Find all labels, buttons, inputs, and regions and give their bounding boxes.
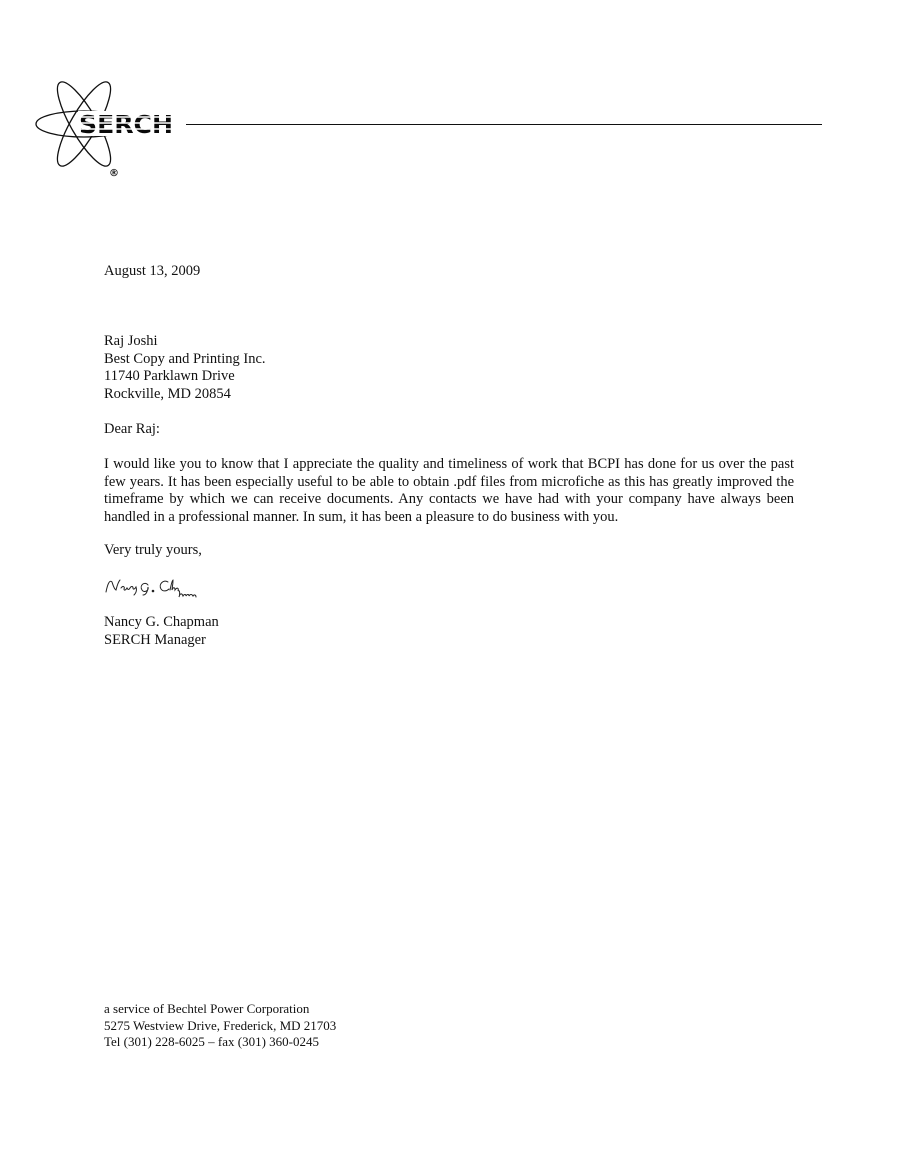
logo-wordmark: SERCH (79, 110, 173, 139)
header-rule (186, 124, 822, 125)
recipient-street: 11740 Parklawn Drive (104, 368, 235, 384)
closing: Very truly yours, (104, 542, 202, 558)
registered-mark: ® (109, 168, 119, 179)
footer-phone-fax: Tel (301) 228-6025 – fax (301) 360-0245 (104, 1034, 319, 1049)
recipient-address (104, 333, 266, 403)
recipient-name: Raj Joshi (104, 333, 158, 349)
recipient-city-state-zip: Rockville, MD 20854 (104, 385, 231, 402)
handwritten-signature (104, 576, 224, 598)
footer-service: a service of Bechtel Power Corporation (104, 1001, 310, 1016)
footer (104, 1001, 336, 1051)
signer-block (104, 614, 219, 649)
letter-body: I would like you to know that I appreciate the quality and timeliness of work that BCPI has done for us over the past few years. It has been especially useful to be able to obtain .pdf files from microfiche as this has greatly improved the timeframe by which we can receive documents. Any contacts we have had with your company have always been handled in a professional manner. In sum, it has been a pleasure to do business with you. (104, 456, 794, 525)
serch-logo (32, 72, 180, 188)
signer-title: SERCH Manager (104, 631, 206, 648)
salutation: Dear Raj: (104, 421, 160, 437)
signer-name: Nancy G. Chapman (104, 614, 219, 630)
recipient-company: Best Copy and Printing Inc. (104, 350, 266, 367)
letter-date: August 13, 2009 (104, 263, 201, 279)
signature-text (224, 576, 225, 577)
footer-address: 5275 Westview Drive, Frederick, MD 21703 (104, 1017, 337, 1033)
